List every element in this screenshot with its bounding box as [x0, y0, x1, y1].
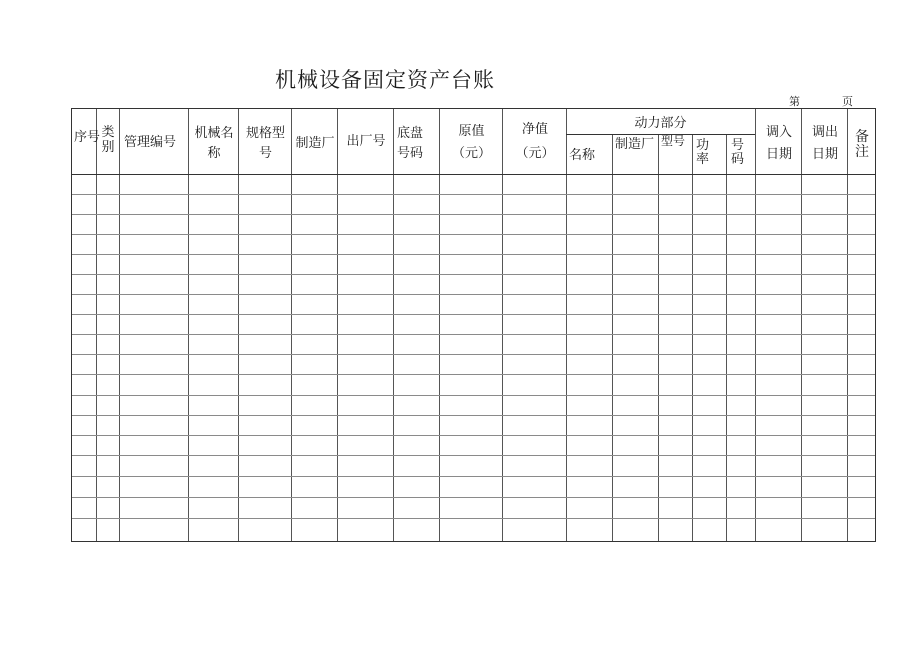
header-chassis-1: 底盘 — [397, 126, 424, 141]
header-out-date-2: 日期 — [811, 147, 838, 162]
header-spec-2: 号 — [258, 146, 272, 161]
row-divider — [72, 254, 875, 255]
header-seq: 序号 — [74, 130, 101, 145]
header-mgmt-no: 管理编号 — [124, 135, 177, 150]
row-divider — [72, 214, 875, 215]
row-divider — [72, 476, 875, 477]
header-net-value-2: （元） — [515, 146, 555, 161]
row-divider — [72, 497, 875, 498]
header-out-date-1: 调出 — [811, 125, 838, 140]
header-net-value-1: 净值 — [521, 122, 548, 137]
row-divider — [72, 274, 875, 275]
header-power-no-2: 码 — [731, 152, 745, 167]
header-power-rate-1: 功 — [696, 138, 710, 153]
header-divider — [72, 174, 875, 175]
page-label-ye: 页 — [842, 95, 853, 108]
header-category: 类别 — [101, 125, 115, 155]
header-chassis-2: 号码 — [397, 146, 424, 161]
row-divider — [72, 395, 875, 396]
col-divider — [692, 134, 693, 541]
row-divider — [72, 455, 875, 456]
page-title: 机械设备固定资产台账 — [275, 68, 495, 92]
row-divider — [72, 194, 875, 195]
header-orig-value-1: 原值 — [458, 124, 485, 139]
header-power-model: 型号 — [661, 134, 686, 148]
header-orig-value-2: （元） — [451, 146, 491, 161]
header-maker: 制造厂 — [295, 136, 335, 151]
header-spec-1: 规格型 — [245, 126, 285, 141]
row-divider — [72, 334, 875, 335]
header-power-group: 动力部分 — [634, 116, 687, 131]
header-in-date-2: 日期 — [765, 147, 792, 162]
col-divider — [726, 134, 727, 541]
header-power-maker: 制造厂 — [615, 137, 655, 152]
ledger-table — [71, 108, 876, 542]
header-factory-no: 出厂号 — [346, 134, 386, 149]
col-divider — [612, 134, 613, 541]
row-divider — [72, 435, 875, 436]
row-divider — [72, 354, 875, 355]
row-divider — [72, 294, 875, 295]
header-power-no-1: 号 — [731, 138, 745, 153]
header-mach-name-1: 机械名 — [194, 126, 234, 141]
row-divider — [72, 374, 875, 375]
row-divider — [72, 234, 875, 235]
header-power-rate-2: 率 — [696, 152, 710, 167]
row-divider — [72, 415, 875, 416]
row-divider — [72, 518, 875, 519]
header-mach-name-2: 称 — [207, 146, 221, 161]
header-remark-2: 注 — [855, 144, 869, 160]
header-power-name: 名称 — [569, 148, 596, 163]
row-divider — [72, 314, 875, 315]
header-remark-1: 备 — [855, 129, 869, 145]
col-divider — [658, 134, 659, 541]
header-in-date-1: 调入 — [765, 125, 792, 140]
page-label-di: 第 — [789, 95, 800, 108]
